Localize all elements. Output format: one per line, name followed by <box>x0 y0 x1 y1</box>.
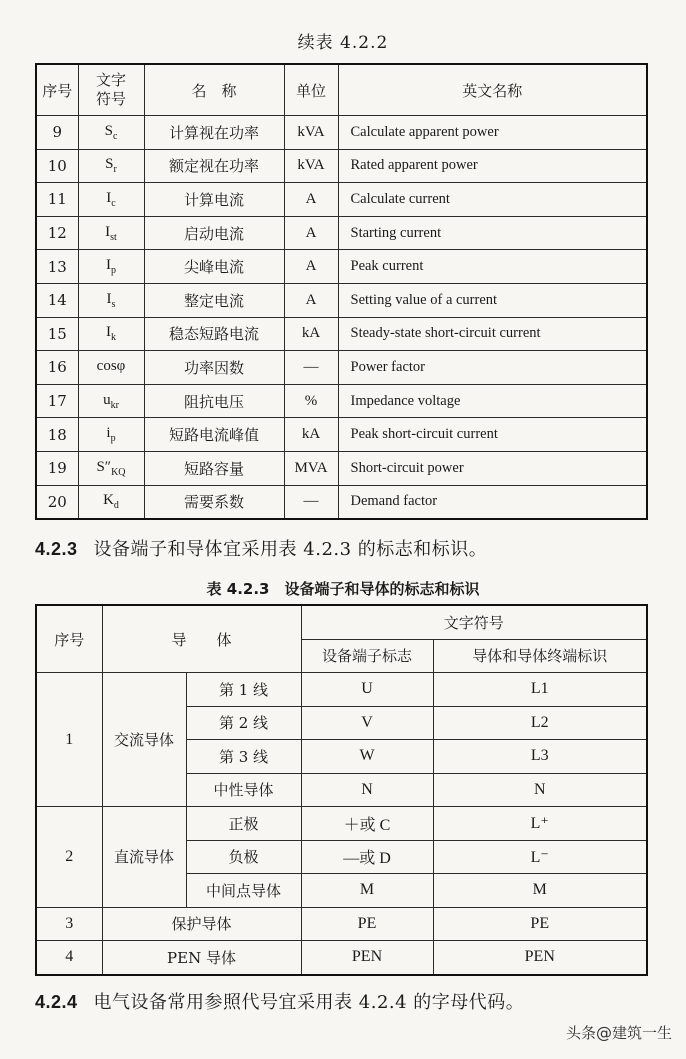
conductor-mark: L⁻ <box>433 840 647 874</box>
table1-caption: 续表 4.2.2 <box>297 33 389 53</box>
terminal-mark: M <box>301 874 433 908</box>
row-no: 9 <box>36 116 78 150</box>
table-row <box>36 418 647 452</box>
conductor-mark: N <box>433 773 647 807</box>
item-label: 保护导体 <box>102 907 301 941</box>
paragraph-text: 电气设备常用参照代号宜采用表 4.2.4 的字母代码。 <box>93 992 525 1013</box>
conductor-mark: PE <box>433 907 647 941</box>
row-no: 16 <box>36 351 78 385</box>
item-label: 负极 <box>186 840 301 874</box>
header-conductor: 导 体 <box>102 605 301 673</box>
table-row <box>36 807 647 841</box>
table-header-row <box>36 64 647 116</box>
row-unit: % <box>284 384 338 418</box>
row-english: Starting current <box>338 216 647 250</box>
section-number: 4.2.4 <box>35 992 78 1012</box>
row-symbol: $I_p$ <box>78 250 144 284</box>
table-row <box>36 485 647 519</box>
item-label: 第 1 线 <box>186 673 301 707</box>
header-no: 序号 <box>36 64 78 116</box>
section-number: 4.2.3 <box>35 539 78 559</box>
symbols-table <box>35 63 648 520</box>
row-name: 需要系数 <box>144 485 284 519</box>
row-name: 启动电流 <box>144 216 284 250</box>
row-no: 2 <box>36 807 102 908</box>
row-no: 11 <box>36 183 78 217</box>
table-row <box>36 250 647 284</box>
item-label: 第 3 线 <box>186 740 301 774</box>
row-english: Peak current <box>338 250 647 284</box>
table-row <box>36 907 647 941</box>
conductor-mark: L⁺ <box>433 807 647 841</box>
terminal-mark: U <box>301 673 433 707</box>
row-name: 短路容量 <box>144 451 284 485</box>
header-terminal: 设备端子标志 <box>301 639 433 673</box>
row-unit: — <box>284 351 338 385</box>
header-marking: 导体和导体终端标识 <box>433 639 647 673</box>
row-unit: A <box>284 216 338 250</box>
row-english: Setting value of a current <box>338 283 647 317</box>
row-unit: MVA <box>284 451 338 485</box>
row-name: 计算电流 <box>144 183 284 217</box>
paragraph-text: 设备端子和导体宜采用表 4.2.3 的标志和标识。 <box>93 539 488 560</box>
table-row <box>36 283 647 317</box>
row-symbol: $i_p$ <box>78 418 144 452</box>
header-no: 序号 <box>36 605 102 673</box>
row-no: 18 <box>36 418 78 452</box>
row-no: 3 <box>36 907 102 941</box>
terminal-mark: ＋或 C <box>301 807 433 841</box>
row-unit: kA <box>284 317 338 351</box>
row-symbol: $S_c$ <box>78 116 144 150</box>
conductor-mark: PEN <box>433 941 647 975</box>
row-symbol: $I_s$ <box>78 283 144 317</box>
row-symbol: $I_{st}$ <box>78 216 144 250</box>
row-english: Rated apparent power <box>338 149 647 183</box>
terminal-mark: W <box>301 740 433 774</box>
row-no: 15 <box>36 317 78 351</box>
row-unit: — <box>284 485 338 519</box>
table-row <box>36 183 647 217</box>
table-row <box>36 384 647 418</box>
row-no: 4 <box>36 941 102 975</box>
group-name: 交流导体 <box>102 673 186 807</box>
row-symbol: cosφ <box>78 351 144 385</box>
header-name: 名 称 <box>144 64 284 116</box>
table-header-row <box>36 605 647 639</box>
row-english: Demand factor <box>338 485 647 519</box>
row-unit: A <box>284 250 338 284</box>
table-row <box>36 941 647 975</box>
row-english: Steady-state short-circuit current <box>338 317 647 351</box>
row-unit: A <box>284 283 338 317</box>
table2-caption: 表 4.2.3 设备端子和导体的标志和标识 <box>206 580 480 598</box>
row-symbol: $I_k$ <box>78 317 144 351</box>
item-label: 正极 <box>186 807 301 841</box>
item-label: 第 2 线 <box>186 706 301 740</box>
at-icon: @ <box>595 1023 612 1042</box>
terminal-mark: V <box>301 706 433 740</box>
row-english: Short-circuit power <box>338 451 647 485</box>
table-row <box>36 116 647 150</box>
row-name: 整定电流 <box>144 283 284 317</box>
row-unit: kVA <box>284 149 338 183</box>
row-no: 10 <box>36 149 78 183</box>
row-name: 额定视在功率 <box>144 149 284 183</box>
row-name: 阻抗电压 <box>144 384 284 418</box>
item-label: 中间点导体 <box>186 874 301 908</box>
conductor-mark: L3 <box>433 740 647 774</box>
row-name: 功率因数 <box>144 351 284 385</box>
row-name: 短路电流峰值 <box>144 418 284 452</box>
row-unit: kVA <box>284 116 338 150</box>
conductor-mark: M <box>433 874 647 908</box>
header-english: 英文名称 <box>338 64 647 116</box>
row-name: 计算视在功率 <box>144 116 284 150</box>
watermark-name: 建筑一生 <box>611 1024 672 1042</box>
row-symbol: $K_d$ <box>78 485 144 519</box>
terminal-mark: N <box>301 773 433 807</box>
table-row <box>36 451 647 485</box>
row-english: Power factor <box>338 351 647 385</box>
row-no: 14 <box>36 283 78 317</box>
row-no: 13 <box>36 250 78 284</box>
row-symbol: $S_r$ <box>78 149 144 183</box>
table-row <box>36 673 647 707</box>
conductor-mark: L2 <box>433 706 647 740</box>
row-symbol: $S''_{KQ}$ <box>78 451 144 485</box>
table-row <box>36 351 647 385</box>
item-label: 中性导体 <box>186 773 301 807</box>
conductor-marking-table <box>35 604 648 976</box>
row-english: Calculate current <box>338 183 647 217</box>
header-unit: 单位 <box>284 64 338 116</box>
row-name: 尖峰电流 <box>144 250 284 284</box>
header-symbol: 文字 符号 <box>78 64 144 116</box>
row-no: 17 <box>36 384 78 418</box>
conductor-mark: L1 <box>433 673 647 707</box>
row-no: 19 <box>36 451 78 485</box>
paragraph-4-2-4 <box>35 988 524 1014</box>
group-name: 直流导体 <box>102 807 186 908</box>
terminal-mark: PE <box>301 907 433 941</box>
row-no: 1 <box>36 673 102 807</box>
item-label: PEN 导体 <box>102 941 301 975</box>
watermark <box>566 1022 672 1043</box>
table-row <box>36 149 647 183</box>
row-symbol: $I_c$ <box>78 183 144 217</box>
row-english: Peak short-circuit current <box>338 418 647 452</box>
paragraph-4-2-3 <box>35 535 487 561</box>
row-english: Calculate apparent power <box>338 116 647 150</box>
watermark-prefix: 头条 <box>565 1024 596 1042</box>
row-no: 12 <box>36 216 78 250</box>
terminal-mark: —或 D <box>301 840 433 874</box>
row-unit: kA <box>284 418 338 452</box>
table-row <box>36 317 647 351</box>
row-no: 20 <box>36 485 78 519</box>
table-row <box>36 216 647 250</box>
row-symbol: $u_{kr}$ <box>78 384 144 418</box>
header-symbol: 文字符号 <box>301 605 647 639</box>
row-name: 稳态短路电流 <box>144 317 284 351</box>
row-english: Impedance voltage <box>338 384 647 418</box>
row-unit: A <box>284 183 338 217</box>
terminal-mark: PEN <box>301 941 433 975</box>
